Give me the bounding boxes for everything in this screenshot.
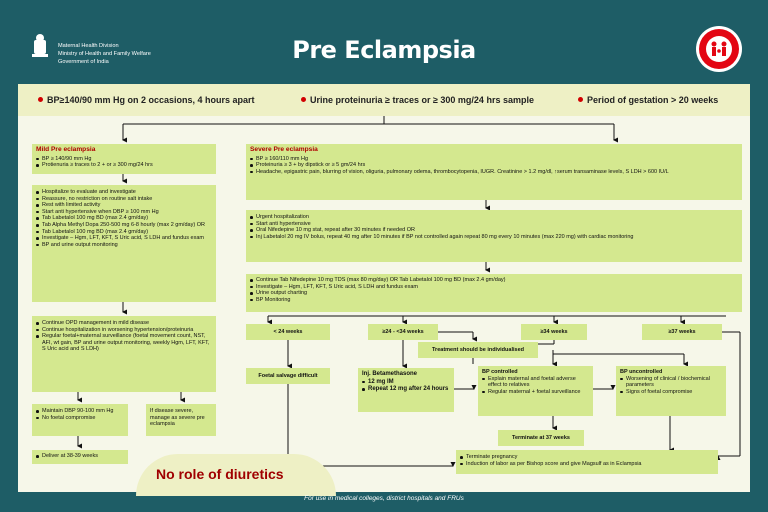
ministry-line: Ministry of Health and Family Welfare [58,51,151,57]
list-item: Protienuria ≥ traces to 2 + or ≥ 300 mg/24 hrs [36,162,212,169]
severe-urgent-box [246,210,742,262]
criterion-bp: BP≥140/90 mm Hg on 2 occasions, 4 hours apart [38,95,255,105]
list-item: Worsening of clinical / biochemical parameters [620,376,722,389]
list-item: Deliver at 38-39 weeks [36,453,124,460]
gest-24-34-box [368,324,438,340]
severe-criteria-box [246,144,742,200]
header [18,18,750,84]
bp-uncontrolled-title: BP uncontrolled [620,369,663,375]
betamethasone-title: Inj. Betamethasone [362,371,418,377]
list-item: Start anti hypertensive when DBP ≥ 100 mm Hg [36,209,212,216]
severe-note-box [146,404,216,436]
list-item: Rest with limited activity [36,202,212,209]
gest-label: ≥24 - <34 weeks [382,328,424,335]
page-title: Pre Eclampsia [292,36,476,64]
terminate-37-text: Terminate at 37 weeks [512,434,570,441]
list-item: Repeat 12 mg after 24 hours [362,386,450,394]
terminate-37-box [498,430,584,446]
bp-uncontrolled-box [616,366,726,416]
gest-lt24-box [246,324,330,340]
mild-management-box [32,185,216,302]
salvage-text: Foetal salvage difficult [258,372,318,379]
severe-title: Severe Pre eclampsia [250,146,318,153]
bp-controlled-title: BP controlled [482,369,518,375]
severe-continue-box [246,274,742,312]
list-item: Investigate – Hgm, LFT, KFT, S Uric acid, S LDH and fundus exam [36,235,212,242]
gest-label: ≥37 weeks [668,328,696,335]
criterion-proteinuria: Urine proteinuria ≥ traces or ≥ 300 mg/24 hrs sample [301,95,534,105]
mild-opd-box [32,316,216,392]
bp-controlled-box [478,366,593,416]
list-item: BP and urine output monitoring [36,242,212,249]
mild-title: Mild Pre eclampsia [36,146,96,153]
list-item: Hospitalize to evaluate and investigate [36,189,212,196]
list-item: Investigate – Hgm, LFT, KFT, S Uric acid, S LDH and fundus exam [250,284,738,291]
list-item: Tab Labetalol 100 mg BD (max 2.4 gm/day) [36,215,212,222]
list-item: BP Monitoring [250,297,738,304]
list-item: BP ≥ 140/90 mm Hg [36,156,212,163]
nhm-logo-icon [694,24,744,74]
gest-37-box [642,324,722,340]
list-item: Continue hospitalization in worsening hypertension/proteinuria [36,327,212,334]
list-item: Continue Tab Nifedepine 10 mg TDS (max 80 mg/day) OR Tab Labetalol 100 mg BD (max 2.4 gm/day) [250,277,738,284]
list-item: Terminate pregnancy [460,454,714,461]
mild-criteria-box [32,144,216,174]
list-item: Urgent hospitalization [250,214,738,221]
list-item: Regular foetal+maternal surveillance (foetal movement count, NST, AFI, wt gain, BP and urine output monitoring, weekly Hgm, LFT, KFT, S Uric acid and S LDH) [36,333,212,353]
severe-note: If disease severe, manage as severe pre eclampsia [150,408,205,428]
list-item: BP ≥ 160/110 mm Hg [250,156,738,163]
list-item: Continue OPD management in mild disease [36,320,212,327]
list-item: Regular maternal + foetal surveillance [482,389,589,396]
list-item: Signs of foetal compromise [620,389,722,396]
list-item: Proteinuria ≥ 3 + by dipstick or ≥ 5 gm/24 hrs [250,162,738,169]
list-item: Reassure, no restriction on routine salt intake [36,196,212,203]
no-diuretics-text: No role of diuretics [156,466,284,482]
deliver-box [32,450,128,464]
list-item: Maintain DBP 90-100 mm Hg [36,408,124,415]
salvage-box [246,368,330,384]
no-diuretics-banner [136,454,336,496]
gest-label: < 24 weeks [273,328,303,335]
ministry-line: Government of India [58,59,109,65]
list-item: Urine output charting [250,290,738,297]
list-item: No foetal compromise [36,415,124,422]
list-item: Oral Nifedepine 10 mg stat, repeat after 30 minutes if needed OR [250,227,738,234]
ministry-line: Maternal Health Division [58,43,119,49]
list-item: Tab Alpha Methyl Dopa 250-500 mg 6-8 hourly (max 2 gm/day) OR [36,222,212,229]
betamethasone-box [358,368,454,412]
list-item: Induction of labor as per Bishop score and give Magsulf as in Eclampsia [460,461,714,468]
list-item: Tab Labetalol 100 mg BD (max 2.4 gm/day) [36,229,212,236]
maintain-dbp-box [32,404,128,436]
flowchart [18,84,750,492]
individualised-text: Treatment should be individualised [432,346,524,353]
list-item: 12 mg IM [362,379,450,387]
list-item: Headache, epigastric pain, blurring of vision, oliguria, pulmonary odema, thrombocytopenia, IUGR. Creatinine > 1.2 mg/dl, ↑serum transaminase levels, S LDH > 600 IU/L [250,169,738,176]
individualised-box [418,342,538,358]
gest-34-box [521,324,587,340]
list-item: Explain maternal and foetal adverse effect to relatives [482,376,589,389]
list-item: Inj Labetalol 20 mg IV bolus, repeat 40 mg after 10 minutes if BP not controlled again repeat 80 mg every 10 minutes (max 220 mg) with cardiac monitoring [250,234,738,241]
terminate-box [456,450,718,474]
criterion-gestation: Period of gestation > 20 weeks [578,95,718,105]
list-item: Start anti hypertensive [250,221,738,228]
footer-note: For use in medical colleges, district hospitals and FRUs [304,495,464,502]
gest-label: ≥34 weeks [540,328,568,335]
